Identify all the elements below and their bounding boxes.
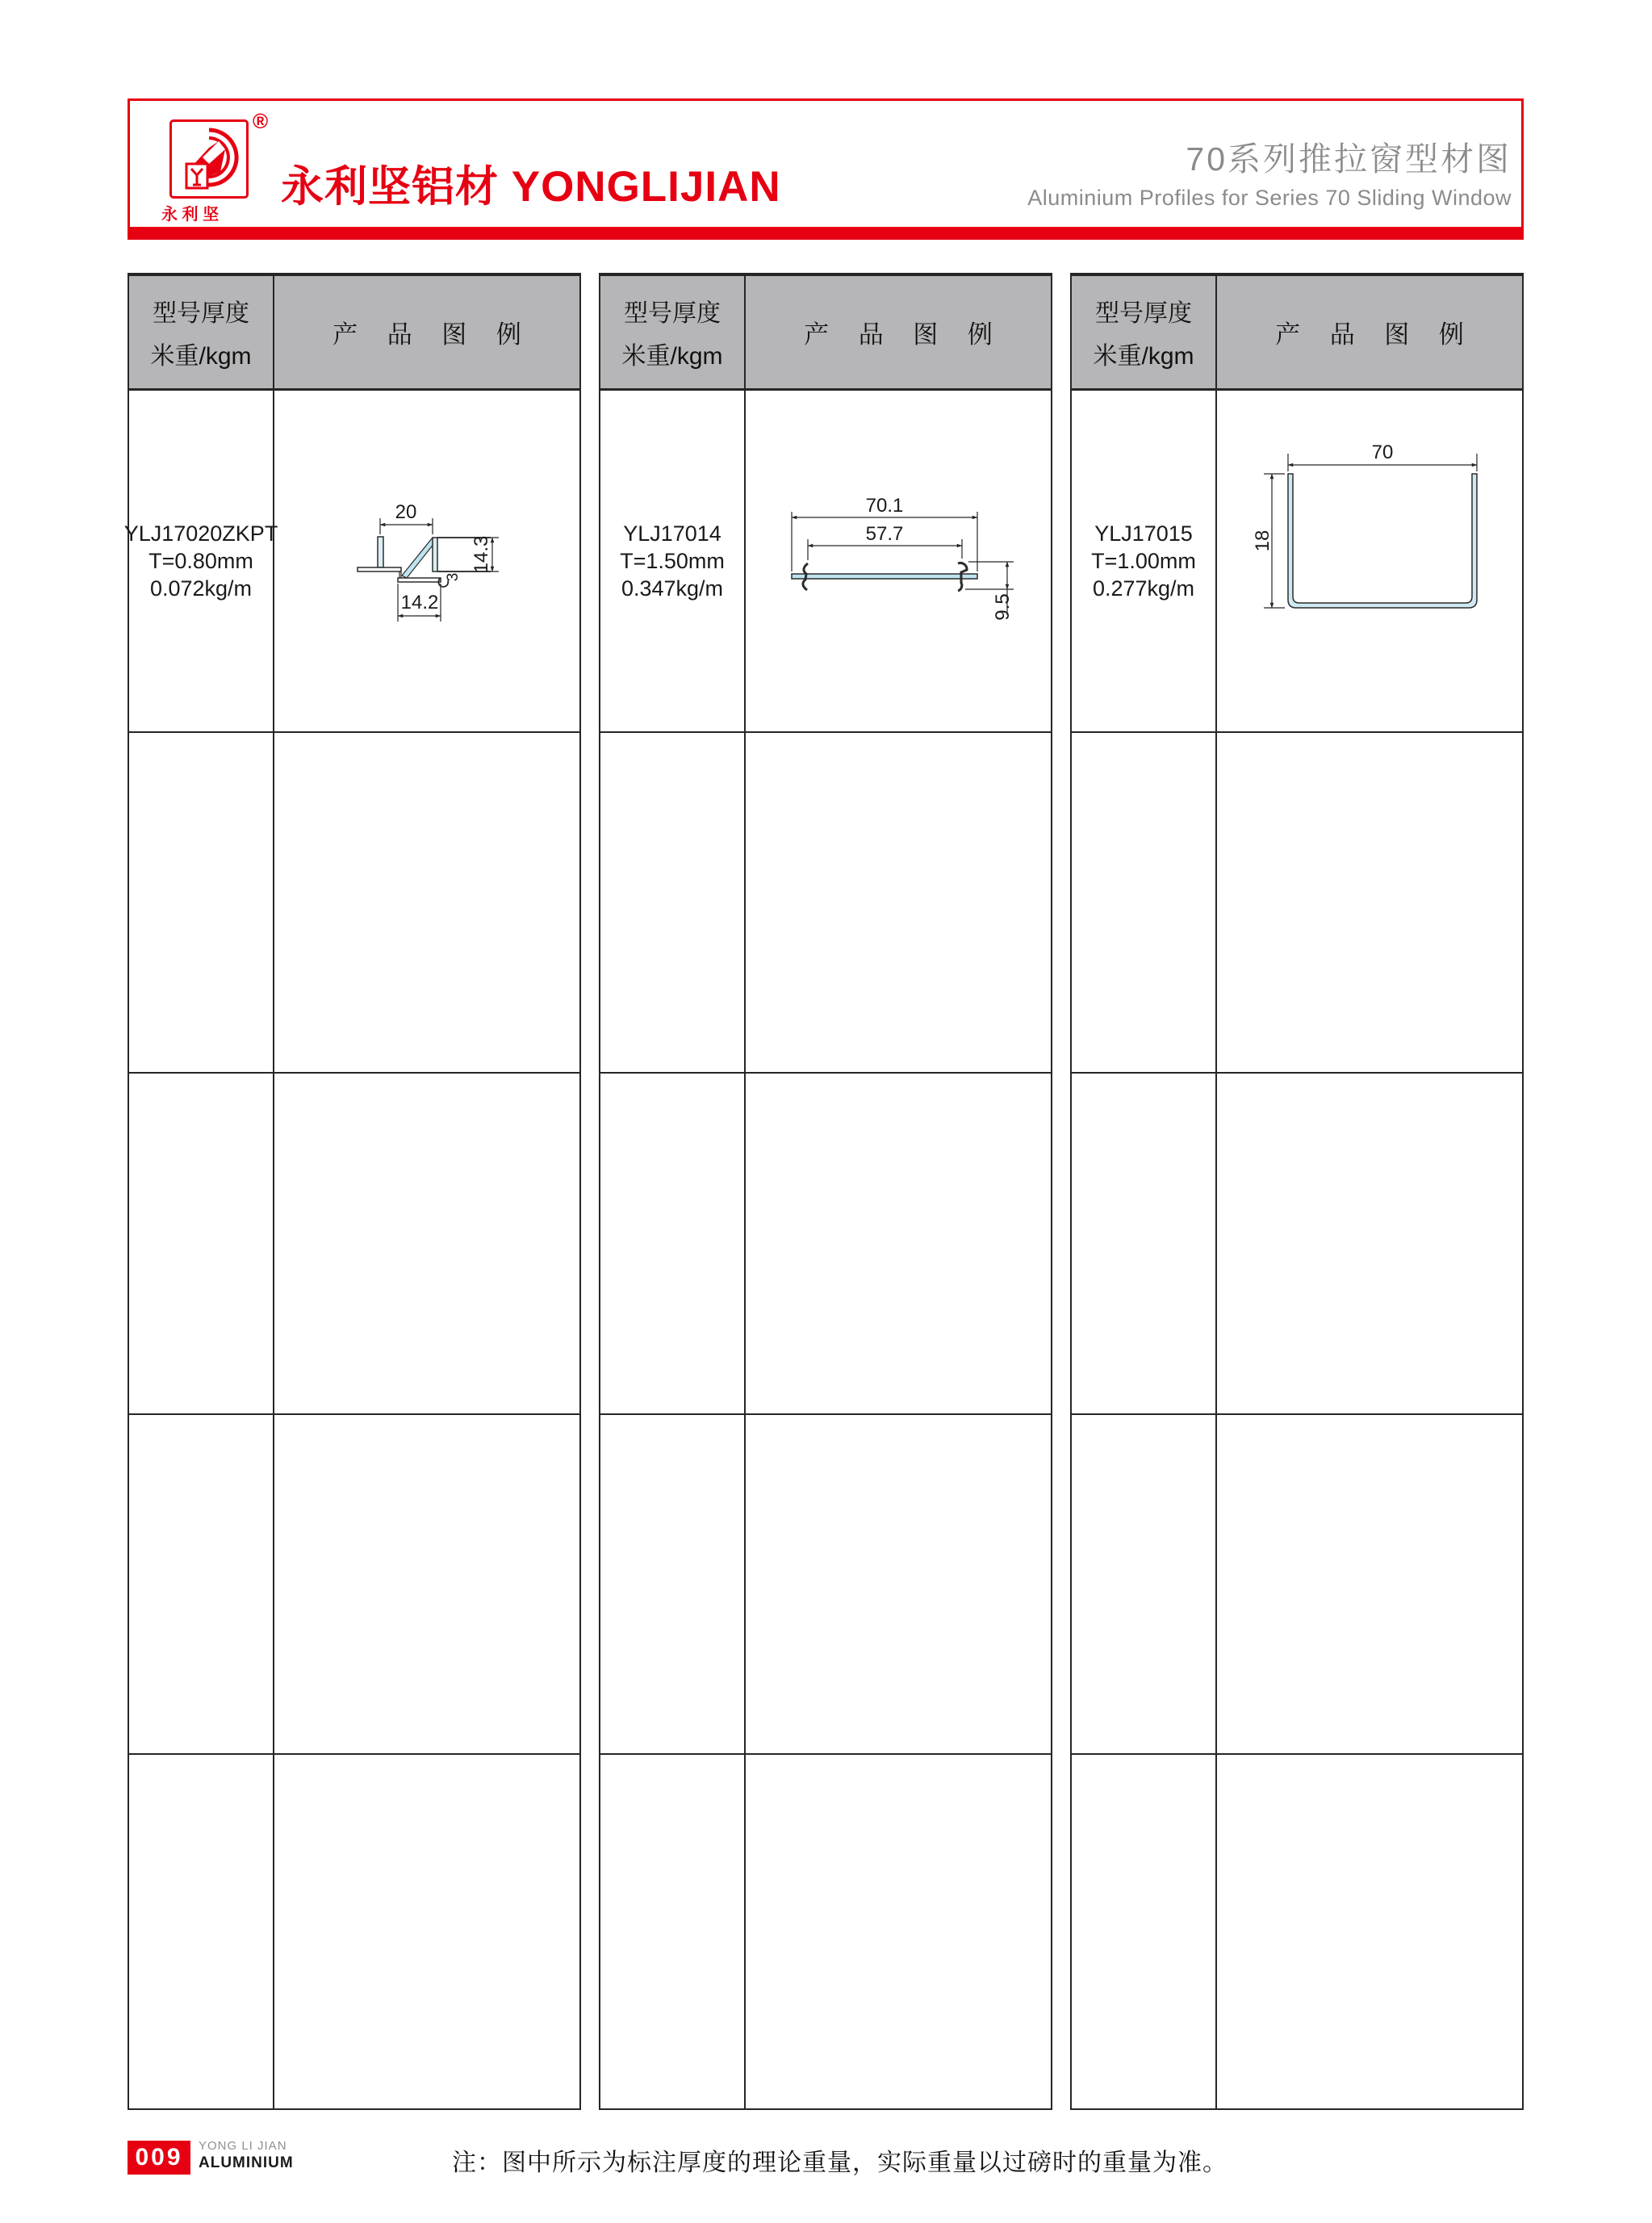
product-model: YLJ17020ZKPT: [123, 521, 278, 546]
profile-table-group-1: [123, 273, 581, 2110]
table-row-empty: [128, 1074, 581, 1415]
product-thickness: T=1.00mm: [1091, 549, 1196, 573]
profile-drawing-ylj17020zkpt: [274, 391, 579, 731]
table-header: [128, 273, 581, 391]
empty-cell: [1072, 1755, 1217, 2108]
dim-label-top: 20: [395, 501, 417, 523]
table-row-empty: [599, 1074, 1052, 1415]
table-row-empty: [1070, 1074, 1524, 1415]
product-info-cell: [123, 391, 278, 731]
table-row: [123, 391, 581, 733]
empty-cell: [1072, 1415, 1217, 1753]
empty-cell: [746, 1415, 1051, 1753]
empty-cell: [1072, 1074, 1217, 1413]
product-model: YLJ17015: [1094, 521, 1193, 546]
product-drawing-cell: [1217, 391, 1522, 731]
product-info-cell: [600, 391, 746, 731]
empty-cell: [129, 1415, 274, 1753]
empty-cell: [746, 1074, 1051, 1413]
product-drawing-cell: [746, 391, 1051, 731]
column-header-model-line2: 米重/kgm: [621, 343, 723, 370]
empty-cell: [129, 1074, 274, 1413]
empty-cell: [600, 1755, 746, 2108]
registered-mark: ®: [253, 109, 269, 133]
page-title-en: Aluminium Profiles for Series 70 Sliding Window: [1027, 186, 1512, 210]
table-row-empty: [128, 1755, 581, 2110]
column-header-model: [129, 276, 274, 388]
table-row-empty: [599, 1415, 1052, 1755]
profile-drawing-ylj17015: [1217, 391, 1522, 731]
column-header-model-line1: 型号厚度: [624, 300, 721, 327]
dim-label-height: 18: [1252, 530, 1274, 552]
table-row-empty: [1070, 733, 1524, 1074]
table-header: [1070, 273, 1524, 391]
column-header-illustration: 产 品 图 例: [804, 320, 1004, 349]
empty-cell: [1217, 1074, 1522, 1413]
profile-table-group-2: [599, 273, 1052, 2110]
empty-cell: [129, 733, 274, 1072]
product-thickness: T=1.50mm: [620, 549, 725, 573]
product-weight: 0.072kg/m: [149, 576, 253, 601]
profile-drawing-ylj17014: [746, 391, 1051, 731]
product-weight: 0.347kg/m: [621, 576, 724, 601]
header-red-bar: [128, 229, 1524, 240]
column-header-model: [600, 276, 746, 388]
empty-cell: [600, 1074, 746, 1413]
table-header: [599, 273, 1052, 391]
empty-cell: [129, 1755, 274, 2108]
table-row-empty: [599, 733, 1052, 1074]
empty-cell: [600, 733, 746, 1072]
brand-logo: [169, 119, 249, 199]
column-header-model-line1: 型号厚度: [153, 300, 249, 327]
product-drawing-cell: [274, 391, 579, 731]
empty-cell: [600, 1415, 746, 1753]
profile-table-group-3: [1070, 273, 1524, 2110]
dim-label-end-height: 9.5: [992, 593, 1014, 621]
table-row-empty: [128, 1415, 581, 1755]
column-header-illustration: 产 品 图 例: [332, 320, 533, 349]
table-row-empty: [1070, 1415, 1524, 1755]
empty-cell: [746, 733, 1051, 1072]
column-header-model-line2: 米重/kgm: [1093, 343, 1194, 370]
column-header-illustration: 产 品 图 例: [1275, 320, 1475, 349]
table-row-empty: [599, 1755, 1052, 2110]
column-header-model: [1072, 276, 1217, 388]
column-header-model-line1: 型号厚度: [1095, 300, 1192, 327]
logo-caption: 永 利 坚: [161, 206, 220, 224]
empty-cell: [274, 1755, 579, 2108]
dim-label-width: 70: [1371, 442, 1394, 463]
dim-label-inner-width: 57.7: [865, 523, 904, 545]
dim-label-step: 3: [445, 572, 462, 582]
dim-label-outer-width: 70.1: [865, 495, 904, 517]
table-row: [599, 391, 1052, 733]
footer-brand: [199, 2140, 294, 2171]
footer-brand-line2: ALUMINIUM: [199, 2154, 294, 2171]
empty-cell: [1217, 733, 1522, 1072]
empty-cell: [274, 1415, 579, 1753]
empty-cell: [746, 1755, 1051, 2108]
footer-note: 注：图中所示为标注厚度的理论重量，实际重量以过磅时的重量为准。: [452, 2150, 1227, 2176]
page-number-badge: 009: [128, 2141, 190, 2175]
footer-brand-line1: YONG LI JIAN: [199, 2139, 287, 2153]
empty-cell: [274, 1074, 579, 1413]
empty-cell: [1217, 1755, 1522, 2108]
empty-cell: [274, 733, 579, 1072]
brand-title: 永利坚铝材 YONGLIJIAN: [281, 163, 781, 211]
dim-label-bottom: 14.2: [400, 592, 439, 613]
logo-swirl-icon: [172, 122, 246, 196]
empty-cell: [1072, 733, 1217, 1072]
header-box: [128, 98, 1524, 229]
product-info-cell: [1072, 391, 1217, 731]
product-weight: 0.277kg/m: [1092, 576, 1195, 601]
column-header-model-line2: 米重/kgm: [150, 343, 252, 370]
empty-cell: [1217, 1415, 1522, 1753]
page-title-block: [695, 140, 1512, 210]
product-model: YLJ17014: [623, 521, 721, 546]
product-thickness: T=0.80mm: [148, 549, 253, 573]
table-row-empty: [128, 733, 581, 1074]
page-title-cn: 70系列推拉窗型材图: [1186, 140, 1512, 178]
table-row-empty: [1070, 1755, 1524, 2110]
dim-label-right: 14.3: [471, 535, 492, 574]
table-row: [1070, 391, 1524, 733]
